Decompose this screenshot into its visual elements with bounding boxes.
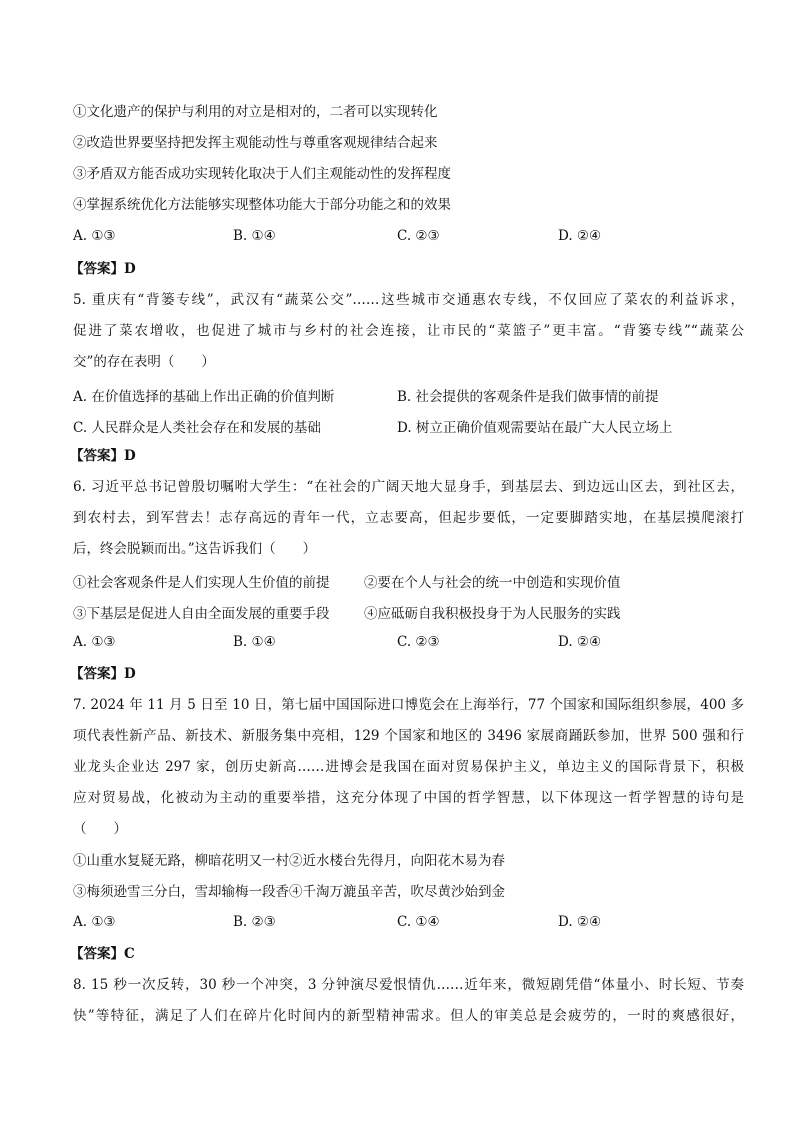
q4-option-d: D. ②④ bbox=[558, 228, 602, 244]
q7-option-c: C. ①④ bbox=[397, 914, 440, 930]
q7-stem-line-5: （ ） bbox=[73, 821, 127, 837]
q5-option-c: C. 人民群众是人类社会存在和发展的基础 bbox=[73, 420, 321, 436]
q6-stem-line-1: 6. 习近平总书记曾殷切嘱咐大学生：“在社会的广阔天地大显身手，到基层去、到边远山区去，到社区去， bbox=[73, 479, 744, 495]
q6-stem-line-3: 后，终会脱颖而出。”这告诉我们（ ） bbox=[73, 541, 317, 557]
q7-stem-line-1: 7. 2024 年 11 月 5 日至 10 日，第七届中国国际进口博览会在上海举行，77 个国家和国际组织参展，400 多 bbox=[73, 697, 744, 713]
q5-stem-line-1: 5. 重庆有“背篓专线”，武汉有“蔬菜公交”……这些城市交通惠农专线，不仅回应了菜农的利益诉求， bbox=[73, 292, 744, 308]
q4-answer: 【答案】D bbox=[70, 261, 136, 277]
q7-stem-line-4: 应对贸易战，化被动为主动的重要举措，这充分体现了中国的哲学智慧，以下体现这一哲学智慧的诗句是 bbox=[73, 790, 744, 806]
q8-stem-line-1: 8. 15 秒一次反转，30 秒一个冲突，3 分钟演尽爱恨情仇……近年来，微短剧凭借“体量小、时长短、节奏 bbox=[73, 977, 744, 993]
q4-item-1: ①文化遗产的保护与利用的对立是相对的，二者可以实现转化 bbox=[73, 104, 438, 120]
q6-option-b: B. ①④ bbox=[233, 634, 276, 650]
q7-option-a: A. ①③ bbox=[73, 914, 116, 930]
q6-stem-line-2: 到农村去，到军营去！志存高远的青年一代，立志要高，但起步要低，一定要脚踏实地，在基层摸爬滚打 bbox=[73, 510, 744, 526]
q5-stem-line-2: 促进了菜农增收，也促进了城市与乡村的社会连接，让市民的“菜篮子”更丰富。“背篓专线”“蔬菜公 bbox=[73, 323, 744, 339]
q7-item-line-1: ①山重水复疑无路，柳暗花明又一村②近水楼台先得月，向阳花木易为春 bbox=[73, 853, 505, 869]
q7-option-b: B. ②③ bbox=[233, 914, 276, 930]
q6-option-a: A. ①③ bbox=[73, 634, 116, 650]
q6-item-3: ③下基层是促进人自由全面发展的重要手段 bbox=[73, 606, 330, 622]
q7-stem-line-2: 项代表性新产品、新技术、新服务集中亮相，129 个国家和地区的 3496 家展商踊跃参加，世界 500 强和行 bbox=[73, 728, 744, 744]
q4-option-b: B. ①④ bbox=[233, 228, 276, 244]
q6-item-1: ①社会客观条件是人们实现人生价值的前提 bbox=[73, 575, 330, 591]
q4-option-c: C. ②③ bbox=[397, 228, 440, 244]
q6-option-d: D. ②④ bbox=[558, 634, 602, 650]
q4-option-a: A. ①③ bbox=[73, 228, 116, 244]
q7-answer: 【答案】C bbox=[70, 946, 135, 962]
q6-answer: 【答案】D bbox=[70, 666, 136, 682]
q8-stem-line-2: 快”等特征，满足了人们在碎片化时间内的新型精神需求。但人的审美总是会疲劳的，一时的爽感很好， bbox=[73, 1008, 744, 1024]
q6-item-2: ②要在个人与社会的统一中创造和实现价值 bbox=[364, 575, 621, 591]
q4-item-3: ③矛盾双方能否成功实现转化取决于人们主观能动性的发挥程度 bbox=[73, 166, 451, 182]
q5-answer: 【答案】D bbox=[70, 448, 136, 464]
q4-item-2: ②改造世界要坚持把发挥主观能动性与尊重客观规律结合起来 bbox=[73, 135, 438, 151]
q4-item-4: ④掌握系统优化方法能够实现整体功能大于部分功能之和的效果 bbox=[73, 197, 451, 213]
q5-option-b: B. 社会提供的客观条件是我们做事情的前提 bbox=[397, 389, 659, 405]
q5-stem-line-3: 交”的存在表明（ ） bbox=[73, 354, 215, 370]
q6-option-c: C. ②③ bbox=[397, 634, 440, 650]
q7-item-line-2: ③梅须逊雪三分白，雪却输梅一段香④千淘万漉虽辛苦，吹尽黄沙始到金 bbox=[73, 884, 505, 900]
q5-option-d: D. 树立正确价值观需要站在最广大人民立场上 bbox=[397, 420, 673, 436]
q7-option-d: D. ②④ bbox=[558, 914, 602, 930]
q5-option-a: A. 在价值选择的基础上作出正确的价值判断 bbox=[73, 389, 335, 405]
q6-item-4: ④应砥砺自我积极投身于为人民服务的实践 bbox=[364, 606, 621, 622]
q7-stem-line-3: 业龙头企业达 297 家，创历史新高……进博会是我国在面对贸易保护主义，单边主义的国际背景下，积极 bbox=[73, 759, 744, 775]
